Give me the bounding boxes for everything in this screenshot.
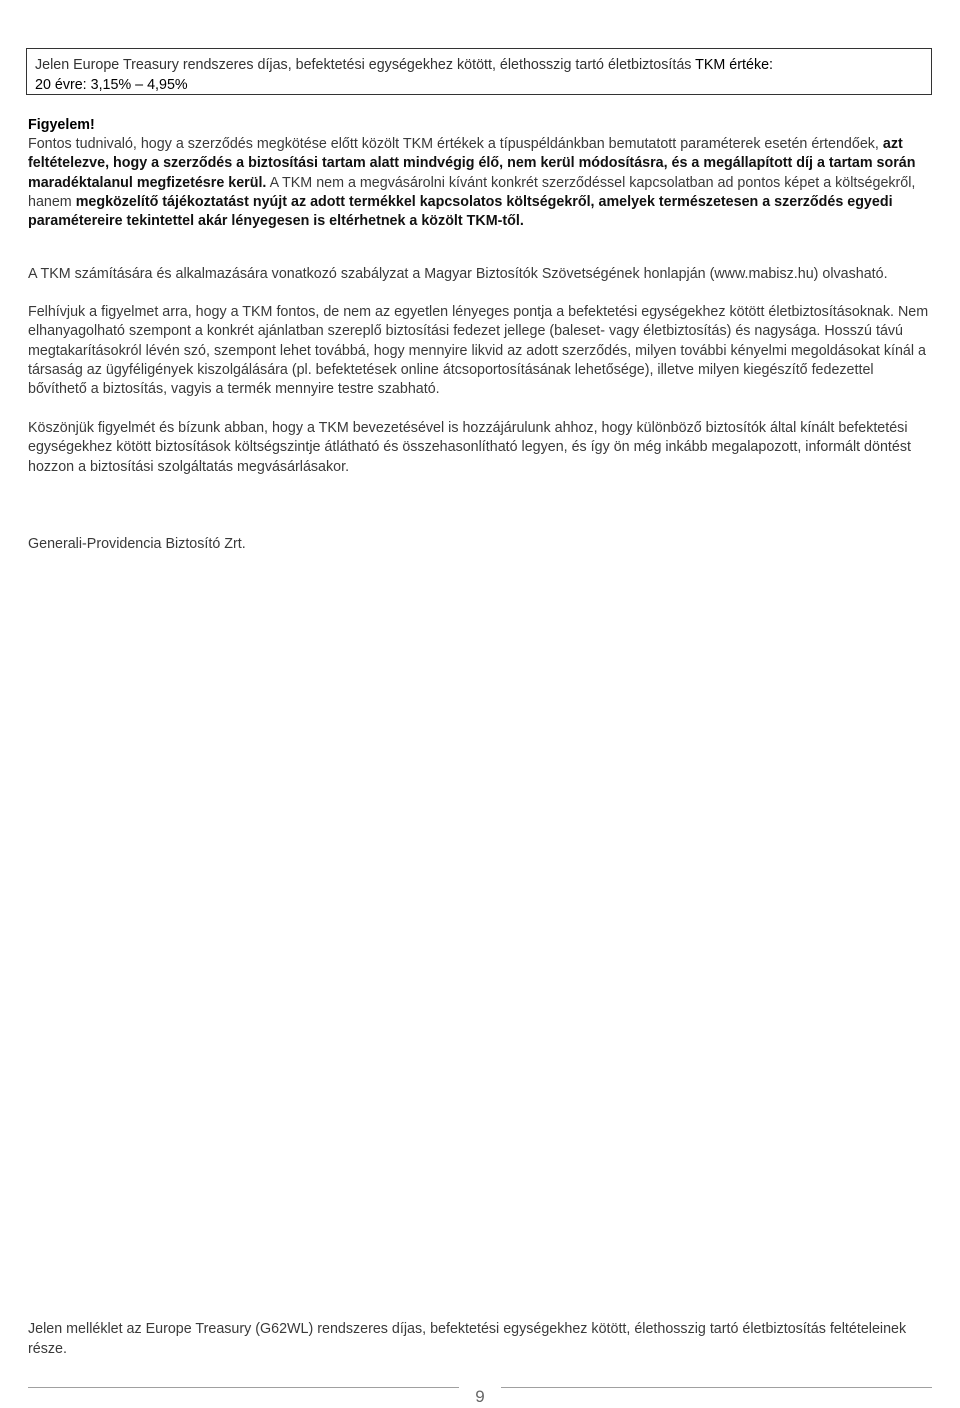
- notice-p1-assumption: azt feltételezve, hogy a szerződés a biztosítási tartam alatt mindvégig élő, nem kerül módosításra, és a megállapított díj a tartam során maradéktalanul megfizetésre kerül.: [28, 136, 916, 191]
- tkm-box-line-1: [35, 55, 923, 75]
- notice-paragraph-3: Felhívjuk a figyelmet arra, hogy a TKM fontos, de nem az egyetlen lényeges pontja a befektetési egységekhez kötött életbiztosításoknak. Nem elhanyagolható szempont a konkrét ajánlatban szereplő biztosítási fedezet jellege (baleset- vagy életbiztosítás) és nagysága. Hosszú távú megtakarításokról lévén szó, szempont lehet továbbá, hogy mennyire likvid az adott szerződés, milyen további kényelmi megoldásokat kínál a társaság az ügyféligények kiszolgálására (pl. befektetések online átcsoportosításának lehetősége), illetve milyen kiegészítő fedezettel bővíthető a biztosítás, vagyis a termék mennyire testre szabható.: [28, 304, 929, 398]
- tkm-product-description: Jelen Europe Treasury rendszeres díjas, befektetési egységekhez kötött, élethosszig tartó életbiztosítás: [35, 57, 692, 73]
- footnote: Jelen melléklet az Europe Treasury (G62WL) rendszeres díjas, befektetési egységekhez kötött, élethosszig tartó életbiztosítás feltételeinek része.: [28, 1321, 907, 1357]
- page-number: 9: [459, 1386, 501, 1403]
- company-signature: Generali-Providencia Biztosító Zrt.: [28, 536, 246, 552]
- tkm-value-range: 20 évre: 3,15% – 4,95%: [35, 77, 188, 93]
- notice-paragraph-4: Köszönjük figyelmét és bízunk abban, hogy a TKM bevezetésével is hozzájárulunk ahhoz, hogy különböző biztosítók által kínált befektetési egységekhez kötött biztosítások költségszintje átlátható és összehasonlítható legyen, és így ön még inkább megalapozott, informált döntést hozzon a biztosítási szolgáltatás megvásárlásakor.: [28, 420, 911, 475]
- notice-paragraph-2: A TKM számítására és alkalmazására vonatkozó szabályzat a Magyar Biztosítók Szövetségének honlapján (www.mabisz.hu) olvasható.: [28, 266, 888, 282]
- notice-p1-middle: A TKM nem a megvásárolni kívánt konkrét szerződéssel kapcsolatban ad pontos képet a költségekről, hanem: [28, 174, 916, 210]
- notice-heading: Figyelem!: [28, 117, 95, 133]
- notice-p1-conclusion: megközelítő tájékoztatást nyújt az adott termékkel kapcsolatos költségekről, amelyek természetesen a szerződés egyedi paramétereire tekintettel akár lényegesen is eltérhetnek a közölt TKM-től.: [28, 193, 893, 230]
- tkm-value-label: TKM értéke:: [695, 57, 774, 73]
- tkm-value-box: [26, 48, 932, 95]
- notice-p1-intro: Fontos tudnivaló, hogy a szerződés megkötése előtt közölt TKM értékek a típuspéldánkban bemutatott paraméterek esetén értendőek,: [28, 136, 879, 152]
- notice-paragraph-1: [28, 135, 934, 231]
